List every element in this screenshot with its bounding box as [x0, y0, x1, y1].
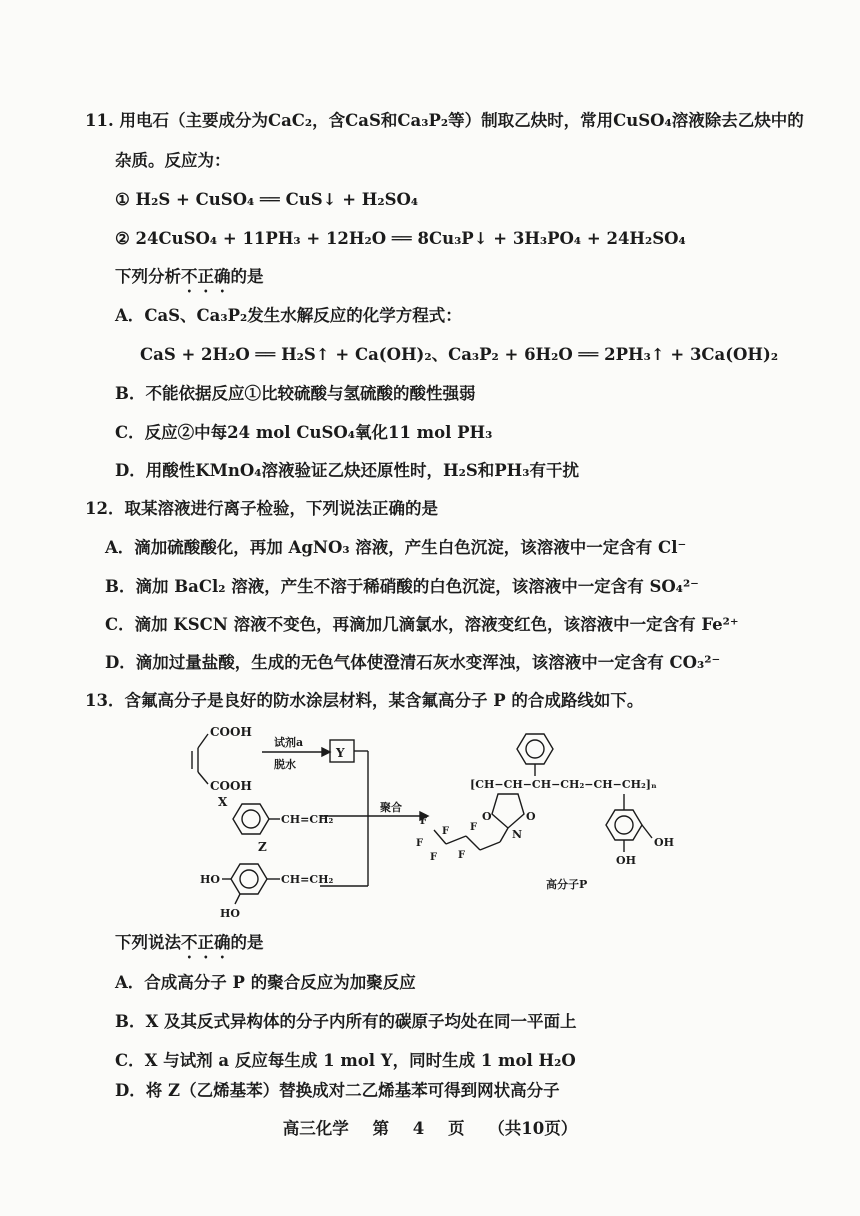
- q13-question: [115, 932, 264, 962]
- q12-option-d: D．滴加过量盐酸，生成的无色气体使澄清石灰水变浑浊，该溶液中一定含有 CO₃²⁻: [105, 653, 721, 672]
- catechol-circle: [240, 870, 258, 888]
- synthesis-route-diagram: [180, 718, 720, 933]
- fluorine-5: F: [420, 816, 428, 827]
- z-benzene-circle: [242, 810, 260, 828]
- p-catechol-ring: [606, 810, 642, 840]
- x-bond-top: [198, 734, 208, 748]
- reagent-a-label: 试剂a: [274, 736, 304, 749]
- reagent-arrowhead: [322, 748, 330, 756]
- catechol-vinyl-label: CH=CH₂: [281, 873, 334, 886]
- q12-stem: 12．取某溶液进行离子检验，下列说法正确的是: [85, 499, 438, 518]
- z-vinyl-label: CH=CH₂: [281, 813, 334, 826]
- dehydrate-label: 脱水: [274, 758, 296, 771]
- q11-stem-text: 用电石（主要成分为CaC₂，含CaS和Ca₃P₂等）制取乙炔时，常用CuSO₄溶液除去乙炔中的: [119, 111, 804, 130]
- imide-o-left: O: [482, 810, 492, 823]
- q11-reaction-2: ② 24CuSO₄ + 11PH₃ + 12H₂O ══ 8Cu₃P↓ + 3H₃PO₄ + 24H₂SO₄: [115, 229, 686, 248]
- polymer-chain: [CH−CH−CH−CH₂−CH−CH₂]ₙ: [470, 778, 657, 791]
- n-chain-1: [500, 828, 508, 842]
- q13-option-c: C．X 与试剂 a 反应每生成 1 mol Y，同时生成 1 mol H₂O: [115, 1051, 576, 1070]
- q11-reaction-1: ① H₂S + CuSO₄ ══ CuS↓ + H₂SO₄: [115, 190, 419, 209]
- q11-option-c: C．反应②中每24 mol CuSO₄氧化11 mol PH₃: [115, 423, 493, 442]
- cf-chain-2: [446, 836, 466, 844]
- x-cooh-bottom: COOH: [210, 779, 252, 793]
- q13-question-pre: 下列说法: [115, 933, 181, 952]
- y-label: Y: [336, 746, 345, 760]
- z-benzene-ring: [233, 804, 269, 834]
- q12-option-a: A．滴加硫酸酸化，再加 AgNO₃ 溶液，产生白色沉淀，该溶液中一定含有 Cl⁻: [105, 538, 687, 557]
- q13-stem: 13．含氟高分子是良好的防水涂层材料，某含氟高分子 P 的合成路线如下。: [85, 691, 644, 710]
- x-cooh-top: COOH: [210, 725, 252, 739]
- q11-question-pre: 下列分析: [115, 267, 181, 286]
- q13-option-a: A．合成高分子 P 的聚合反应为加聚反应: [115, 973, 416, 992]
- fluorine-2: F: [458, 850, 466, 861]
- p-oh-2: OH: [616, 854, 636, 867]
- fluorine-6: F: [416, 838, 424, 849]
- label-x: X: [218, 795, 228, 809]
- q11-question-post: 的是: [230, 267, 264, 286]
- q12-option-b: B．滴加 BaCl₂ 溶液，产生不溶于稀硝酸的白色沉淀，该溶液中一定含有 SO₄²⁻: [105, 577, 699, 596]
- imide-o-right: O: [526, 810, 536, 823]
- catechol-ho-2: HO: [220, 907, 240, 920]
- p-oh-1: OH: [654, 836, 674, 849]
- x-bond-bottom: [198, 772, 208, 784]
- q13-question-post: 的是: [230, 933, 264, 952]
- q12-option-c: C．滴加 KSCN 溶液不变色，再滴加几滴氯水，溶液变红色，该溶液中一定含有 Fe²⁺: [105, 615, 739, 634]
- q11-number: 11.: [85, 111, 114, 130]
- polymerize-label: 聚合: [380, 801, 402, 814]
- q13-option-b: B．X 及其反式异构体的分子内所有的碳原子均处在同一平面上: [115, 1012, 577, 1031]
- q11-option-a: [115, 305, 462, 327]
- p-oh-bond-1: [642, 825, 652, 838]
- p-catechol-circle: [615, 816, 633, 834]
- q13-option-d: D．将 Z（乙烯基苯）替换成对二乙烯基苯可得到网状高分子: [115, 1081, 560, 1100]
- q11-stem-line1: [85, 110, 804, 132]
- fluorine-1: F: [470, 822, 478, 833]
- fluorine-3: F: [442, 826, 450, 837]
- cf-chain-1: [466, 836, 480, 850]
- catechol-oh-bond-2: [235, 894, 240, 904]
- q13-question-emphasis: 不正确: [181, 933, 231, 952]
- label-z: Z: [258, 840, 267, 854]
- imide-ring: [492, 794, 524, 828]
- product-label: 高分子P: [546, 878, 588, 891]
- catechol-ho-1: HO: [200, 873, 220, 886]
- page-footer: 高三化学 第 4 页 （共10页）: [282, 1119, 578, 1138]
- q11-question-emphasis: 不正确: [181, 267, 231, 286]
- q11-option-d: D．用酸性KMnO₄溶液验证乙炔还原性时，H₂S和PH₃有干扰: [115, 461, 579, 480]
- q11-question: [115, 266, 264, 296]
- n-chain-2: [480, 842, 500, 850]
- q11-stem-line2: 杂质。反应为：: [115, 151, 231, 170]
- q11-option-a-equation: CaS + 2H₂O ══ H₂S↑ + Ca(OH)₂、Ca₃P₂ + 6H₂O ══ 2PH₃↑ + 3Ca(OH)₂: [140, 345, 779, 364]
- catechol-ring: [231, 864, 267, 894]
- imide-n: N: [512, 828, 523, 841]
- fluorine-4: F: [430, 852, 438, 863]
- q11-option-a-text: CaS、Ca₃P₂发生水解反应的化学方程式：: [144, 306, 462, 325]
- q11-option-b: B．不能依据反应①比较硫酸与氢硫酸的酸性强弱: [115, 384, 476, 403]
- q11-option-a-label: A．: [115, 306, 145, 325]
- p-benzene-circle: [526, 740, 544, 758]
- p-benzene-ring: [517, 734, 553, 764]
